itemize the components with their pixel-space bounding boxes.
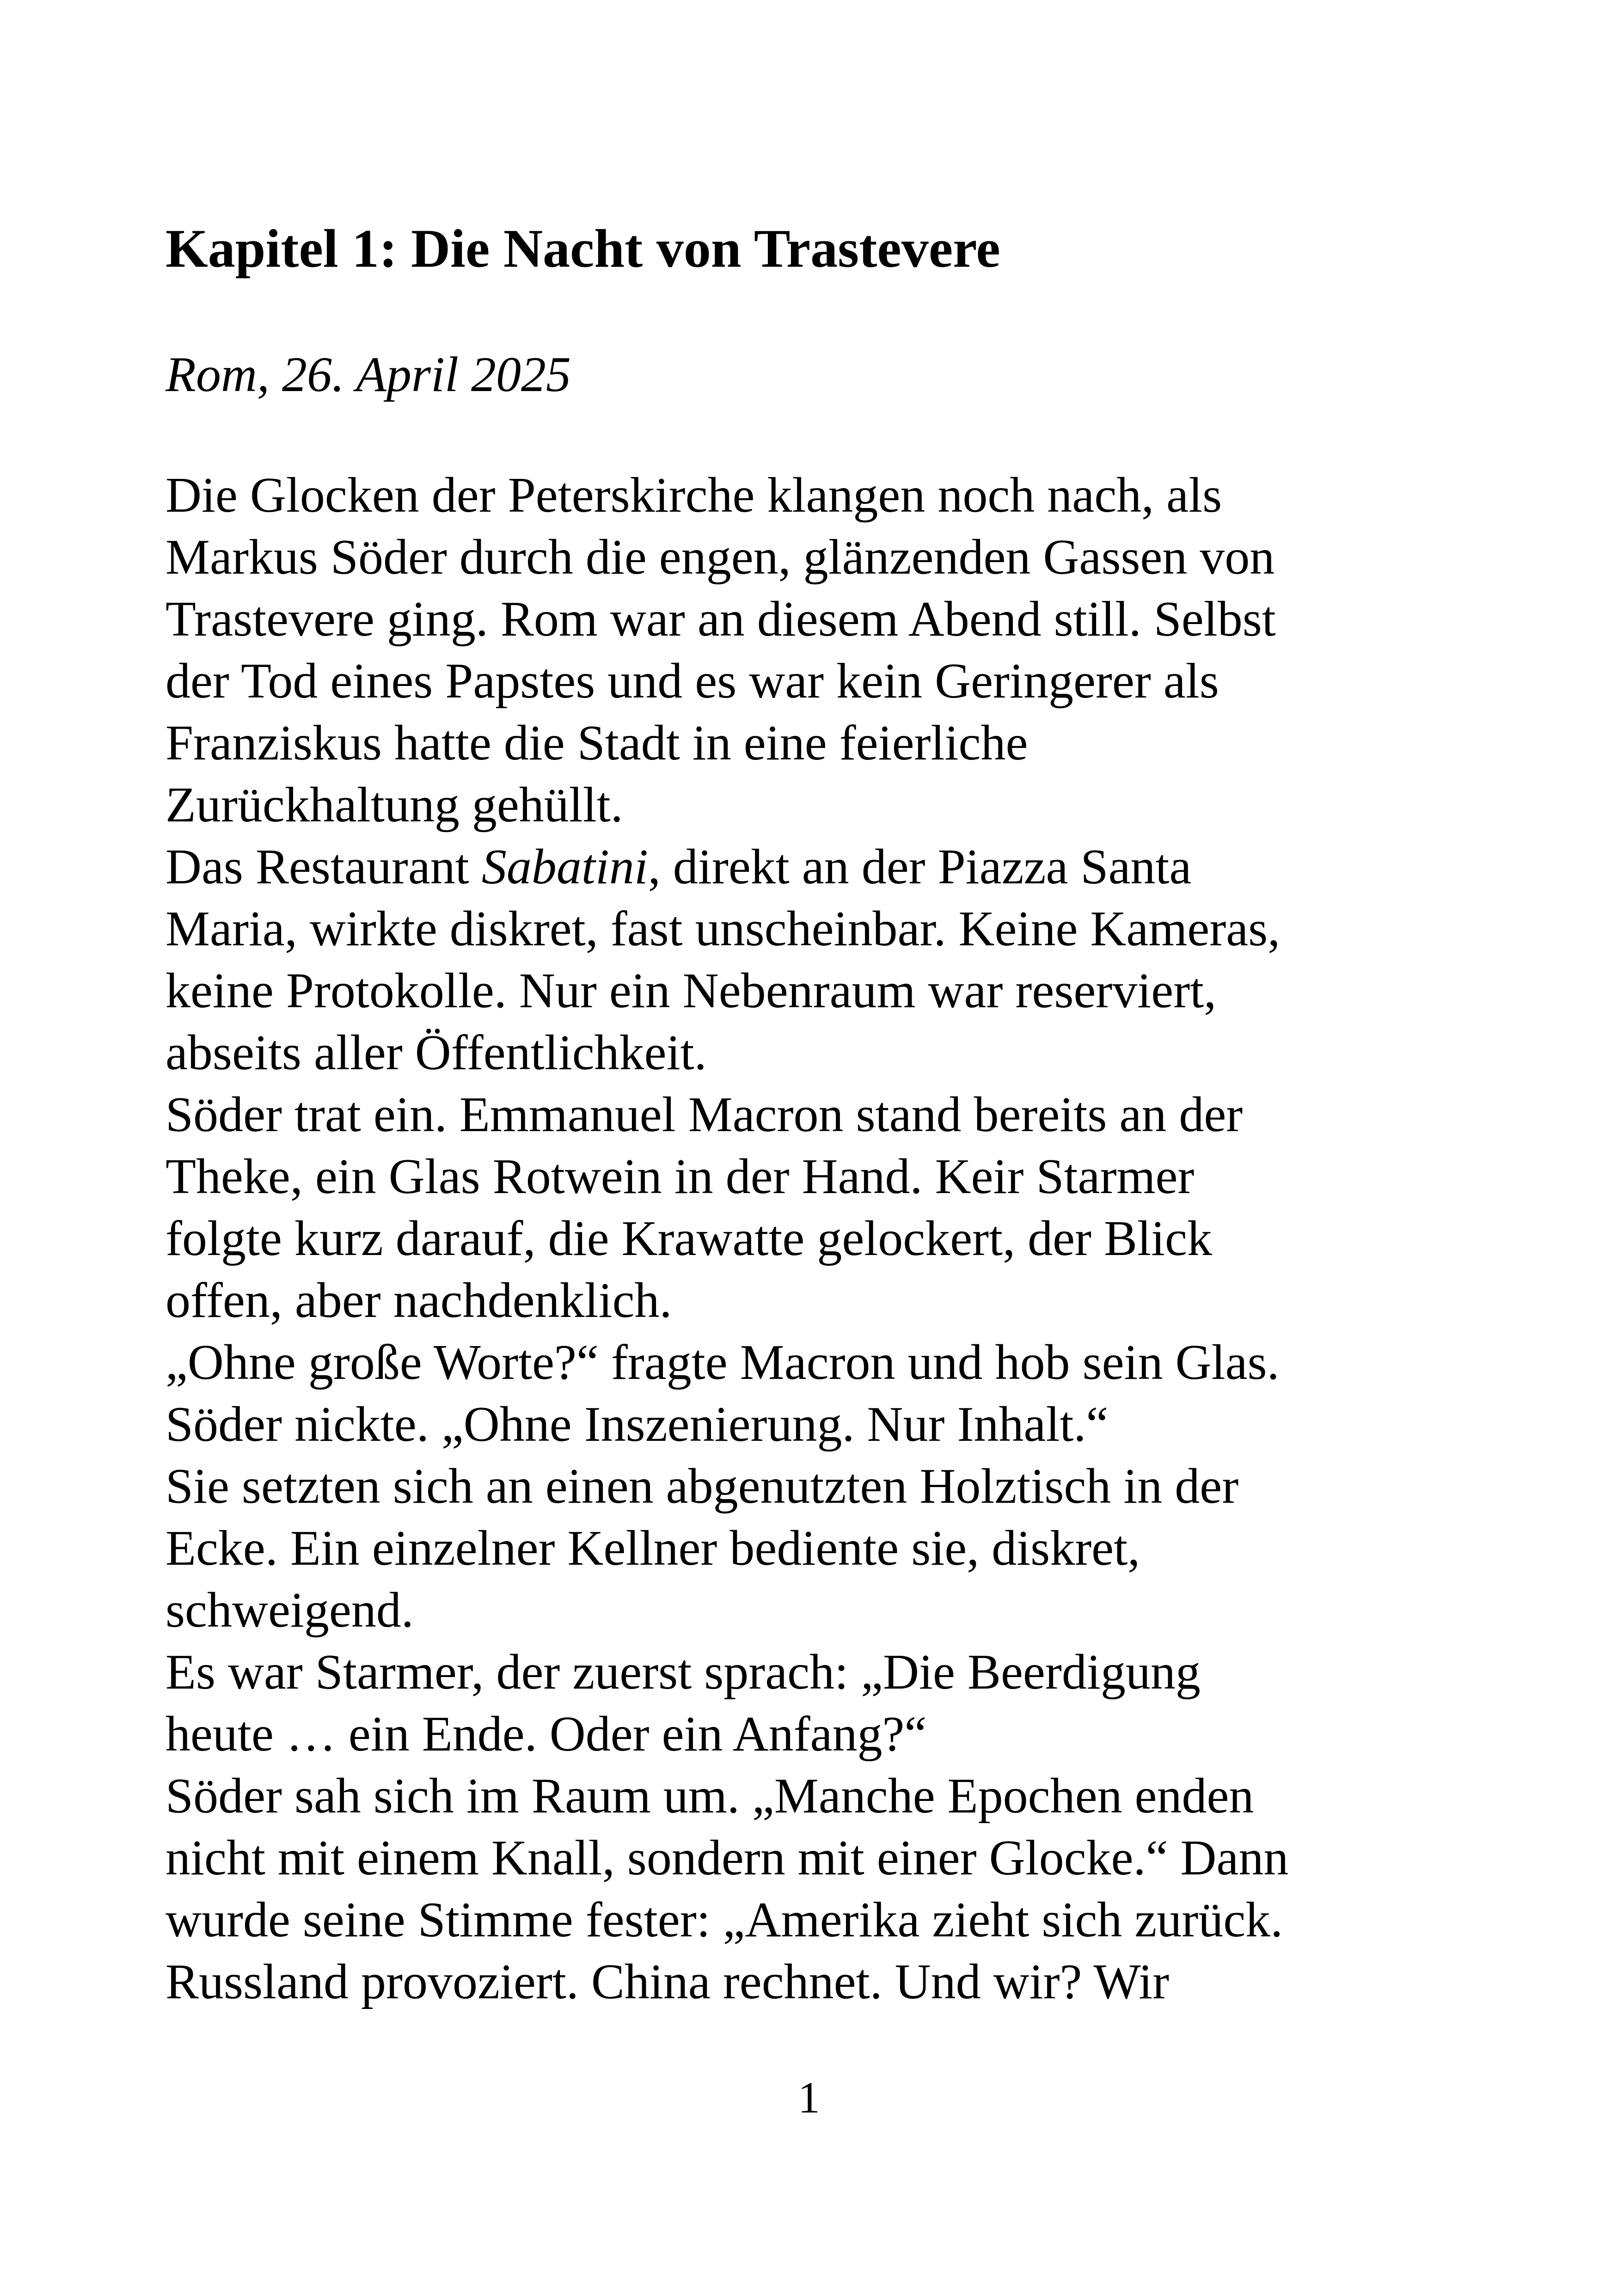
body-line: Söder trat ein. Emmanuel Macron stand bereits an der: [165, 1087, 1243, 1143]
body-line: wurde seine Stimme fester: „Amerika zieht sich zurück.: [165, 1892, 1283, 1948]
body-line: Zurückhaltung gehüllt.: [165, 778, 623, 833]
body-line: der Tod eines Papstes und es war kein Geringerer als: [165, 654, 1219, 709]
chapter-title: Kapitel 1: Die Nacht von Trastevere: [165, 218, 1000, 279]
body-text: [165, 465, 1441, 2013]
body-line: Trastevere ging. Rom war an diesem Abend still. Selbst: [165, 592, 1276, 647]
page-content: [165, 217, 1441, 2013]
body-line: Die Glocken der Peterskirche klangen noch nach, als: [165, 468, 1222, 523]
body-line: folgte kurz darauf, die Krawatte gelockert, der Blick: [165, 1211, 1212, 1267]
body-line: Franziskus hatte die Stadt in eine feierliche: [165, 716, 1028, 771]
body-line: Söder nickte. „Ohne Inszenierung. Nur Inhalt.“: [165, 1397, 1109, 1452]
page-number: 1: [798, 2073, 820, 2122]
body-line: „Ohne große Worte?“ fragte Macron und hob sein Glas.: [165, 1335, 1280, 1390]
body-line-text: Das Restaurant: [165, 839, 482, 895]
body-line: Russland provoziert. China rechnet. Und wir? Wir: [165, 1954, 1170, 2010]
body-line: schweigend.: [165, 1583, 414, 1638]
body-line: keine Protokolle. Nur ein Nebenraum war reserviert,: [165, 963, 1217, 1019]
body-line: Markus Söder durch die engen, glänzenden Gassen von: [165, 530, 1275, 585]
body-line: offen, aber nachdenklich.: [165, 1273, 672, 1329]
dateline: Rom, 26. April 2025: [165, 347, 571, 402]
restaurant-name: Sabatini: [481, 839, 648, 895]
body-line: Es war Starmer, der zuerst sprach: „Die Beerdigung: [165, 1645, 1201, 1700]
body-line: nicht mit einem Knall, sondern mit einer Glocke.“ Dann: [165, 1831, 1289, 1886]
body-line: abseits aller Öffentlichkeit.: [165, 1025, 707, 1081]
body-line: heute … ein Ende. Oder ein Anfang?“: [165, 1707, 927, 1762]
body-line: Maria, wirkte diskret, fast unscheinbar. Keine Kameras,: [165, 901, 1281, 957]
body-line: Ecke. Ein einzelner Kellner bediente sie, diskret,: [165, 1521, 1140, 1576]
body-line: Sie setzten sich an einen abgenutzten Holztisch in der: [165, 1459, 1239, 1514]
body-line: [165, 836, 1441, 898]
body-line: Söder sah sich im Raum um. „Manche Epochen enden: [165, 1769, 1254, 1824]
body-line-text: , direkt an der Piazza Santa: [648, 839, 1192, 895]
body-line: Theke, ein Glas Rotwein in der Hand. Keir Starmer: [165, 1149, 1195, 1205]
